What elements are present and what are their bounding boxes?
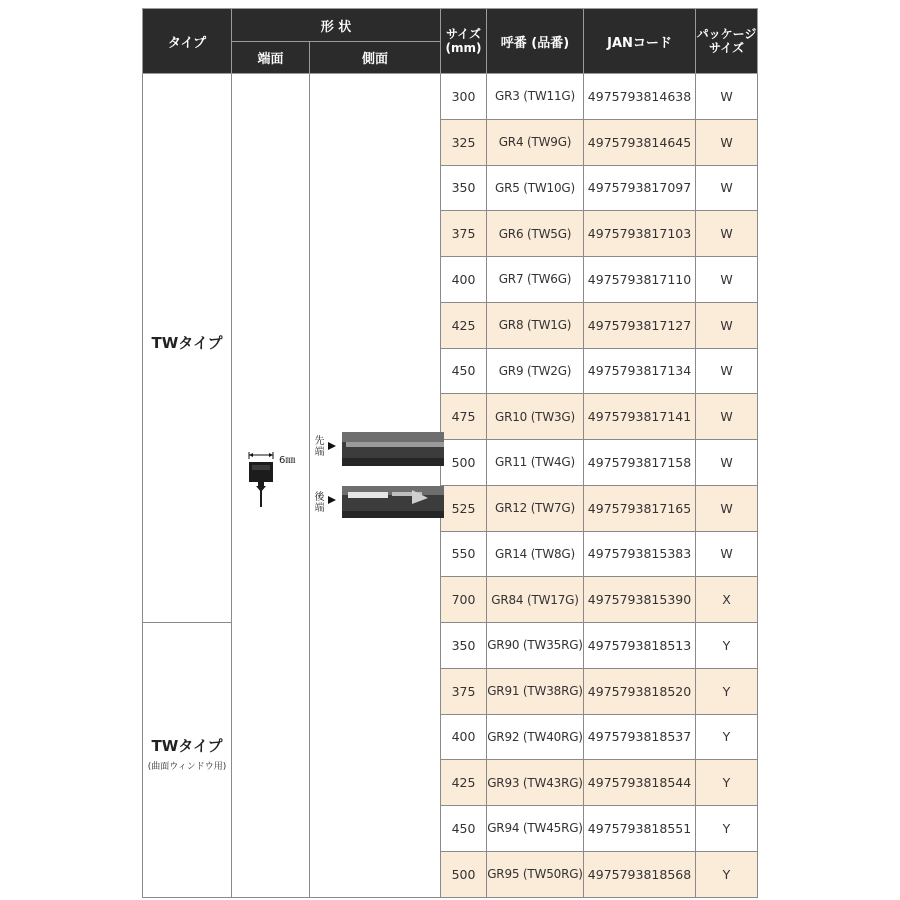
- end-dimension-label: 6㎜: [279, 455, 296, 466]
- header-size-line2: (mm): [445, 41, 482, 55]
- cell-size: 450: [441, 348, 487, 394]
- header-shape: 形 状: [232, 9, 441, 42]
- cell-size: 400: [441, 714, 487, 760]
- type-label-tw-curved: TWタイプ: [151, 737, 223, 756]
- type-sublabel-curved-window: (曲面ウィンドウ用): [147, 762, 227, 773]
- cell-package-size: W: [696, 440, 758, 486]
- cell-package-size: W: [696, 257, 758, 303]
- cell-jan: 4975793817103: [584, 211, 696, 257]
- cell-size: 500: [441, 440, 487, 486]
- cell-size: 475: [441, 394, 487, 440]
- cell-name: GR8 (TW1G): [487, 302, 584, 348]
- cell-package-size: Y: [696, 668, 758, 714]
- cell-name: GR92 (TW40RG): [487, 714, 584, 760]
- header-package-size: [696, 9, 758, 74]
- cell-size: 350: [441, 165, 487, 211]
- table-row: [143, 74, 758, 120]
- cell-name: GR4 (TW9G): [487, 119, 584, 165]
- cell-package-size: W: [696, 531, 758, 577]
- cell-name: GR91 (TW38RG): [487, 668, 584, 714]
- cell-jan: 4975793815390: [584, 577, 696, 623]
- cell-name: GR9 (TW2G): [487, 348, 584, 394]
- cell-name: GR6 (TW5G): [487, 211, 584, 257]
- cell-package-size: Y: [696, 623, 758, 669]
- cell-jan: 4975793817110: [584, 257, 696, 303]
- wiper-refill-side-icon: [312, 426, 444, 536]
- cell-name: GR95 (TW50RG): [487, 851, 584, 897]
- cell-jan: 4975793817158: [584, 440, 696, 486]
- cell-name: GR94 (TW45RG): [487, 806, 584, 852]
- header-name: 呼番 (品番): [487, 9, 584, 74]
- cell-package-size: W: [696, 165, 758, 211]
- type-cell-tw: [143, 74, 232, 623]
- cell-jan: 4975793818537: [584, 714, 696, 760]
- type-label-tw: TWタイプ: [151, 333, 223, 352]
- cell-size: 300: [441, 74, 487, 120]
- header-jan: JANコード: [584, 9, 696, 74]
- side-face-figure: [312, 426, 444, 536]
- cell-jan: 4975793817141: [584, 394, 696, 440]
- cell-package-size: Y: [696, 714, 758, 760]
- cell-jan: 4975793818568: [584, 851, 696, 897]
- cell-size: 425: [441, 760, 487, 806]
- cell-package-size: Y: [696, 851, 758, 897]
- cell-package-size: W: [696, 394, 758, 440]
- cell-size: 425: [441, 302, 487, 348]
- cell-name: GR11 (TW4G): [487, 440, 584, 486]
- cell-size: 375: [441, 211, 487, 257]
- type-label-group-2: [143, 735, 231, 772]
- cell-jan: 4975793817134: [584, 348, 696, 394]
- cell-name: GR7 (TW6G): [487, 257, 584, 303]
- cell-package-size: X: [696, 577, 758, 623]
- cell-size: 500: [441, 851, 487, 897]
- cell-size: 375: [441, 668, 487, 714]
- side-face-cell: [310, 74, 441, 898]
- tip-label: 先端: [314, 436, 325, 458]
- cell-size: 700: [441, 577, 487, 623]
- cell-package-size: Y: [696, 806, 758, 852]
- cell-package-size: W: [696, 74, 758, 120]
- cell-jan: 4975793814645: [584, 119, 696, 165]
- cell-name: GR12 (TW7G): [487, 485, 584, 531]
- header-type: タイプ: [143, 9, 232, 74]
- header-package-line2: サイズ: [708, 41, 745, 55]
- cell-jan: 4975793818544: [584, 760, 696, 806]
- rear-label: 後端: [314, 492, 325, 514]
- end-face-cell: [232, 74, 310, 898]
- cell-package-size: W: [696, 302, 758, 348]
- cell-jan: 4975793818513: [584, 623, 696, 669]
- cell-size: 450: [441, 806, 487, 852]
- cell-jan: 4975793817097: [584, 165, 696, 211]
- cell-package-size: W: [696, 119, 758, 165]
- cell-jan: 4975793817127: [584, 302, 696, 348]
- cell-name: GR10 (TW3G): [487, 394, 584, 440]
- type-cell-tw-curved: [143, 623, 232, 898]
- cell-name: GR14 (TW8G): [487, 531, 584, 577]
- cell-jan: 4975793814638: [584, 74, 696, 120]
- cell-size: 525: [441, 485, 487, 531]
- table-body: [143, 74, 758, 898]
- header-package-line1: パッケージ: [696, 27, 757, 41]
- cell-name: GR90 (TW35RG): [487, 623, 584, 669]
- cell-package-size: W: [696, 211, 758, 257]
- cell-jan: 4975793815383: [584, 531, 696, 577]
- cell-size: 350: [441, 623, 487, 669]
- cell-package-size: W: [696, 348, 758, 394]
- cell-name: GR93 (TW43RG): [487, 760, 584, 806]
- cell-name: GR5 (TW10G): [487, 165, 584, 211]
- cell-name: GR3 (TW11G): [487, 74, 584, 120]
- cell-jan: 4975793817165: [584, 485, 696, 531]
- cell-package-size: W: [696, 485, 758, 531]
- header-size-line1: サイズ: [445, 27, 482, 41]
- header-end-face: 端面: [232, 42, 310, 74]
- type-label-group-1: [143, 332, 231, 353]
- cell-size: 400: [441, 257, 487, 303]
- cell-jan: 4975793818520: [584, 668, 696, 714]
- cell-size: 550: [441, 531, 487, 577]
- cell-size: 325: [441, 119, 487, 165]
- wiper-refill-end-icon: [246, 452, 306, 512]
- header-side-face: 側面: [310, 42, 441, 74]
- cell-name: GR84 (TW17G): [487, 577, 584, 623]
- end-face-figure: [246, 452, 306, 512]
- header-size: [441, 9, 487, 74]
- cell-package-size: Y: [696, 760, 758, 806]
- cell-jan: 4975793818551: [584, 806, 696, 852]
- product-spec-table: [142, 8, 758, 898]
